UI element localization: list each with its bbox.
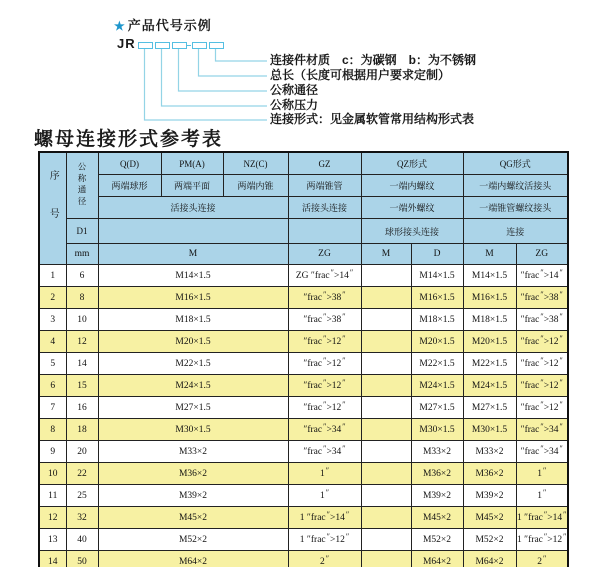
cell-gz-zg: 1 ″frac″>14″	[288, 507, 361, 529]
table-row	[39, 397, 568, 419]
cell-qz-d: M22×1.5	[411, 353, 463, 375]
header-desc-gz: 两端锥管	[288, 175, 361, 197]
cell-qz-m	[361, 507, 411, 529]
cell-seq: 13	[39, 529, 66, 551]
header-d1: D1	[66, 219, 98, 244]
code-box-5	[209, 42, 224, 49]
header-desc-qz: 一端内螺纹	[361, 175, 463, 197]
cell-dn: 15	[66, 375, 98, 397]
table-header	[39, 152, 568, 265]
cell-qg-zg: ″frac″>12″	[516, 397, 568, 419]
header-desc-qg: 一端内螺纹活接头	[463, 175, 568, 197]
cell-qz-m	[361, 375, 411, 397]
cell-qz-m	[361, 287, 411, 309]
cell-qz-d: M39×2	[411, 485, 463, 507]
cell-qz-m	[361, 353, 411, 375]
cell-qz-d: M27×1.5	[411, 397, 463, 419]
connector-line-length	[199, 49, 268, 76]
table-row	[39, 287, 568, 309]
cell-m: M45×2	[98, 507, 288, 529]
code-box-1	[138, 42, 153, 49]
cell-qz-d: M33×2	[411, 441, 463, 463]
table-row	[39, 375, 568, 397]
header-group-qg: QG形式	[463, 152, 568, 175]
cell-qz-m	[361, 441, 411, 463]
cell-gz-zg: ″frac″>38″	[288, 309, 361, 331]
cell-gz-zg: ″frac″>12″	[288, 375, 361, 397]
header-dn: 公称通径	[66, 152, 98, 219]
cell-qg-zg: ″frac″>12″	[516, 331, 568, 353]
cell-m: M16×1.5	[98, 287, 288, 309]
cell-qg-zg: 2″	[516, 551, 568, 567]
cell-seq: 6	[39, 375, 66, 397]
code-box-4	[192, 42, 207, 49]
cell-gz-zg: 1″	[288, 485, 361, 507]
cell-seq: 1	[39, 265, 66, 287]
cell-m: M36×2	[98, 463, 288, 485]
table-row	[39, 441, 568, 463]
cell-qg-m: M18×1.5	[463, 309, 516, 331]
cell-qg-m: M16×1.5	[463, 287, 516, 309]
cell-qz-d: M30×1.5	[411, 419, 463, 441]
cell-seq: 4	[39, 331, 66, 353]
cell-m: M24×1.5	[98, 375, 288, 397]
cell-qg-m: M39×2	[463, 485, 516, 507]
header-conn-qg: 一端锥管螺纹接头	[463, 197, 568, 219]
header-unit-d: D	[411, 244, 463, 265]
cell-m: M14×1.5	[98, 265, 288, 287]
header-conn: 连接	[463, 219, 568, 244]
header-unit-zg2: ZG	[516, 244, 568, 265]
cell-qz-d: M36×2	[411, 463, 463, 485]
header-group-qd: Q(D)	[98, 152, 161, 175]
cell-qz-m	[361, 265, 411, 287]
code-box-3	[172, 42, 187, 49]
cell-qg-zg: ″frac″>34″	[516, 419, 568, 441]
cell-qz-d: M52×2	[411, 529, 463, 551]
header-desc-pm: 两端平面	[161, 175, 223, 197]
cell-qz-d: M45×2	[411, 507, 463, 529]
code-dash	[186, 45, 191, 46]
cell-dn: 14	[66, 353, 98, 375]
header-mm: mm	[66, 244, 98, 265]
cell-gz-zg: ″frac″>34″	[288, 419, 361, 441]
cell-gz-zg: ″frac″>12″	[288, 331, 361, 353]
cell-dn: 22	[66, 463, 98, 485]
cell-dn: 25	[66, 485, 98, 507]
cell-qg-m: M24×1.5	[463, 375, 516, 397]
header-group-nz: NZ(C)	[223, 152, 288, 175]
cell-qz-m	[361, 331, 411, 353]
product-code-prefix: JR	[117, 36, 136, 51]
cell-dn: 6	[66, 265, 98, 287]
cell-gz-zg: 2″	[288, 551, 361, 567]
cell-m: M52×2	[98, 529, 288, 551]
cell-gz-zg: ″frac″>12″	[288, 353, 361, 375]
table-row	[39, 507, 568, 529]
connector-line-pressure	[162, 49, 268, 106]
cell-m: M27×1.5	[98, 397, 288, 419]
cell-qz-m	[361, 529, 411, 551]
cell-qz-d: M64×2	[411, 551, 463, 567]
connector-line-dn	[179, 49, 268, 91]
cell-qz-m	[361, 419, 411, 441]
cell-qz-d: M20×1.5	[411, 331, 463, 353]
cell-qg-m: M45×2	[463, 507, 516, 529]
cell-gz-zg: ″frac″>38″	[288, 287, 361, 309]
header-conn-qz: 一端外螺纹	[361, 197, 463, 219]
cell-dn: 8	[66, 287, 98, 309]
cell-qg-m: M64×2	[463, 551, 516, 567]
cell-seq: 7	[39, 397, 66, 419]
cell-seq: 10	[39, 463, 66, 485]
diagram-title-text: 产品代号示例	[127, 18, 212, 33]
cell-gz-zg: ZG ″frac″>14″	[288, 265, 361, 287]
table-row	[39, 265, 568, 287]
cell-qg-zg: 1 ″frac″>12″	[516, 529, 568, 551]
cell-seq: 5	[39, 353, 66, 375]
header-group-qz: QZ形式	[361, 152, 463, 175]
cell-qg-zg: ″frac″>12″	[516, 375, 568, 397]
cell-qg-zg: ″frac″>14″	[516, 265, 568, 287]
code-box-2	[155, 42, 170, 49]
cell-qg-zg: ″frac″>38″	[516, 309, 568, 331]
cell-m: M22×1.5	[98, 353, 288, 375]
cell-qz-m	[361, 397, 411, 419]
cell-qg-zg: ″frac″>38″	[516, 287, 568, 309]
cell-qg-m: M14×1.5	[463, 265, 516, 287]
connector-line-material	[216, 49, 268, 61]
cell-dn: 18	[66, 419, 98, 441]
cell-dn: 50	[66, 551, 98, 567]
cell-seq: 3	[39, 309, 66, 331]
diagram-label-length: 总长（长度可根据用户要求定制）	[270, 68, 451, 82]
diagram-label-material: 连接件材质 c：为碳钢 b：为不锈钢	[270, 53, 477, 67]
cell-m: M18×1.5	[98, 309, 288, 331]
diagram-label-dn: 公称通径	[270, 83, 319, 97]
cell-qg-m: M52×2	[463, 529, 516, 551]
table-row	[39, 551, 568, 567]
cell-dn: 16	[66, 397, 98, 419]
cell-qz-d: M24×1.5	[411, 375, 463, 397]
table-row	[39, 331, 568, 353]
cell-seq: 9	[39, 441, 66, 463]
table-row	[39, 463, 568, 485]
table-title: 螺母连接形式参考表	[34, 129, 224, 150]
cell-gz-zg: ″frac″>34″	[288, 441, 361, 463]
cell-seq: 14	[39, 551, 66, 567]
header-desc-nz: 两端内锥	[223, 175, 288, 197]
connector-line-form	[145, 49, 268, 120]
cell-dn: 40	[66, 529, 98, 551]
reference-table	[38, 151, 569, 567]
cell-seq: 2	[39, 287, 66, 309]
diagram-label-form: 连接形式：见金属软管常用结构形式表	[270, 112, 475, 126]
header-conn-gz: 活接头连接	[288, 197, 361, 219]
cell-m: M20×1.5	[98, 331, 288, 353]
header-blank-2	[288, 219, 361, 244]
cell-dn: 32	[66, 507, 98, 529]
header-unit-m2: M	[361, 244, 411, 265]
cell-gz-zg: 1″	[288, 463, 361, 485]
header-unit-m3: M	[463, 244, 516, 265]
cell-m: M64×2	[98, 551, 288, 567]
cell-qg-m: M27×1.5	[463, 397, 516, 419]
header-group-gz: GZ	[288, 152, 361, 175]
cell-qg-m: M33×2	[463, 441, 516, 463]
cell-qz-m	[361, 309, 411, 331]
header-desc-qd: 两端球形	[98, 175, 161, 197]
table-row	[39, 309, 568, 331]
cell-qg-zg: 1″	[516, 485, 568, 507]
cell-seq: 11	[39, 485, 66, 507]
cell-gz-zg: 1 ″frac″>12″	[288, 529, 361, 551]
header-blank-1	[98, 219, 288, 244]
cell-dn: 12	[66, 331, 98, 353]
cell-qg-zg: 1″	[516, 463, 568, 485]
cell-qg-m: M20×1.5	[463, 331, 516, 353]
table-row	[39, 353, 568, 375]
header-conn-union: 活接头连接	[98, 197, 288, 219]
header-ball-conn: 球形接头连接	[361, 219, 463, 244]
diagram-title	[114, 15, 212, 34]
cell-gz-zg: ″frac″>12″	[288, 397, 361, 419]
cell-qz-m	[361, 463, 411, 485]
header-unit-m1: M	[98, 244, 288, 265]
table-row	[39, 419, 568, 441]
cell-qg-zg: 1 ″frac″>14″	[516, 507, 568, 529]
cell-seq: 8	[39, 419, 66, 441]
diagram-label-pressure: 公称压力	[270, 98, 319, 112]
cell-qz-d: M14×1.5	[411, 265, 463, 287]
cell-m: M33×2	[98, 441, 288, 463]
cell-dn: 10	[66, 309, 98, 331]
header-seq: 序号	[39, 152, 66, 265]
cell-qg-zg: ″frac″>34″	[516, 441, 568, 463]
cell-qz-m	[361, 551, 411, 567]
cell-m: M30×1.5	[98, 419, 288, 441]
header-group-pm: PM(A)	[161, 152, 223, 175]
star-icon: ★	[114, 19, 126, 33]
cell-dn: 20	[66, 441, 98, 463]
cell-qg-m: M30×1.5	[463, 419, 516, 441]
table-body	[39, 265, 568, 567]
cell-qz-m	[361, 485, 411, 507]
cell-qg-zg: ″frac″>12″	[516, 353, 568, 375]
table-row	[39, 529, 568, 551]
cell-qz-d: M16×1.5	[411, 287, 463, 309]
cell-qz-d: M18×1.5	[411, 309, 463, 331]
cell-m: M39×2	[98, 485, 288, 507]
cell-qg-m: M36×2	[463, 463, 516, 485]
header-unit-zg1: ZG	[288, 244, 361, 265]
cell-seq: 12	[39, 507, 66, 529]
cell-qg-m: M22×1.5	[463, 353, 516, 375]
table-row	[39, 485, 568, 507]
